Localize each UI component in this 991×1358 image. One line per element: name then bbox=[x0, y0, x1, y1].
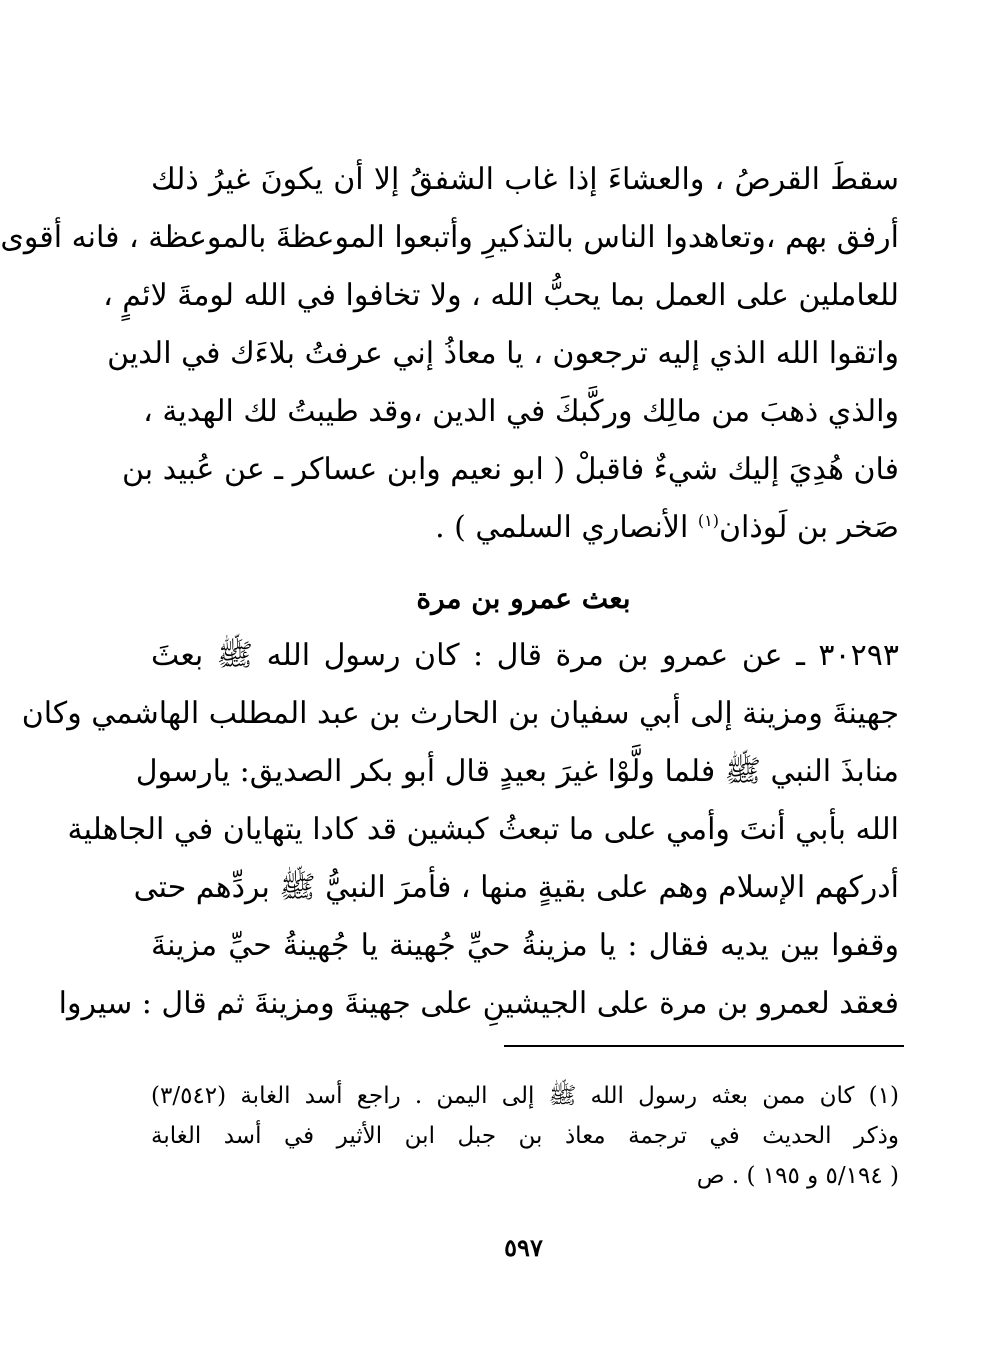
footnote-reference: (١) bbox=[697, 511, 719, 530]
hadith-line-5: أدركهم الإسلام وهم على بقيةٍ منها ، فأمرَ النبيُّ ﷺ بردِّهم حتى bbox=[133, 870, 899, 905]
body-line-5: والذي ذهبَ من مالِك وركَّبكَ في الدين ،وقد طيبتُ لك الهدية ، bbox=[143, 394, 899, 429]
section-heading: بعث عمرو بن مرة bbox=[416, 582, 631, 615]
footnote-line-1: (١) كان ممن بعثه رسول الله ﷺ إلى اليمن . راجع أسد الغابة (٣/٥٤٢) bbox=[151, 1083, 899, 1109]
body-line-4: واتقوا الله الذي إليه ترجعون ، يا معاذُ إني عرفتُ بلاءَك في الدين bbox=[107, 336, 899, 371]
page-number: ٥٩٧ bbox=[504, 1233, 543, 1262]
body-line-2: أرفق بهم ،وتعاهدوا الناس بالتذكيرِ وأتبعوا الموعظةَ بالموعظة ، فانه أقوى bbox=[0, 220, 899, 255]
hadith-line-1: ٣٠٢٩٣ ـ عن عمرو بن مرة قال : كان رسول الله ﷺ بعثَ bbox=[151, 638, 899, 673]
hadith-line-2: جهينةَ ومزينة إلى أبي سفيان بن الحارث بن عبد المطلب الهاشمي وكان bbox=[21, 696, 899, 731]
hadith-line-6: وقفوا بين يديه فقال : يا مزينةُ حيِّ جُهينة يا جُهينةُ حيِّ مزينةَ bbox=[151, 928, 899, 963]
footnote-line-3: ( ٥/١٩٤ و ١٩٥ ) . ص bbox=[696, 1163, 899, 1189]
narrator-name: صَخر بن لَوذان bbox=[718, 510, 899, 545]
body-line-6: فان هُدِيَ إليك شيءٌ فاقبلْ ( ابو نعيم وابن عساكر ـ عن عُبيد بن bbox=[121, 452, 899, 487]
footnote-divider bbox=[504, 1045, 904, 1047]
hadith-line-4: الله بأبي أنتَ وأمي على ما تبعثُ كبشين قد كادا يتهايان في الجاهلية bbox=[67, 812, 899, 847]
narrator-attribution: الأنصاري السلمي ) . bbox=[435, 510, 698, 545]
body-line-7 bbox=[151, 500, 899, 556]
hadith-line-7: فعقد لعمرو بن مرة على الجيشينِ على جهينةَ ومزينةَ ثم قال : سيروا bbox=[58, 986, 899, 1021]
body-line-3: للعاملين على العمل بما يحبُّ الله ، ولا تخافوا في الله لومةَ لائمٍ ، bbox=[103, 278, 899, 313]
hadith-line-3: منابذَ النبي ﷺ فلما ولَّوْا غيرَ بعيدٍ قال أبو بكر الصديق: يارسول bbox=[135, 754, 899, 789]
body-line-1: سقطَ القرصُ ، والعشاءَ إذا غاب الشفقُ إلا أن يكونَ غيرُ ذلك bbox=[151, 162, 900, 197]
footnote-line-2: وذكر الحديث في ترجمة معاذ بن جبل ابن الأثير في أسد الغابة bbox=[151, 1123, 899, 1149]
